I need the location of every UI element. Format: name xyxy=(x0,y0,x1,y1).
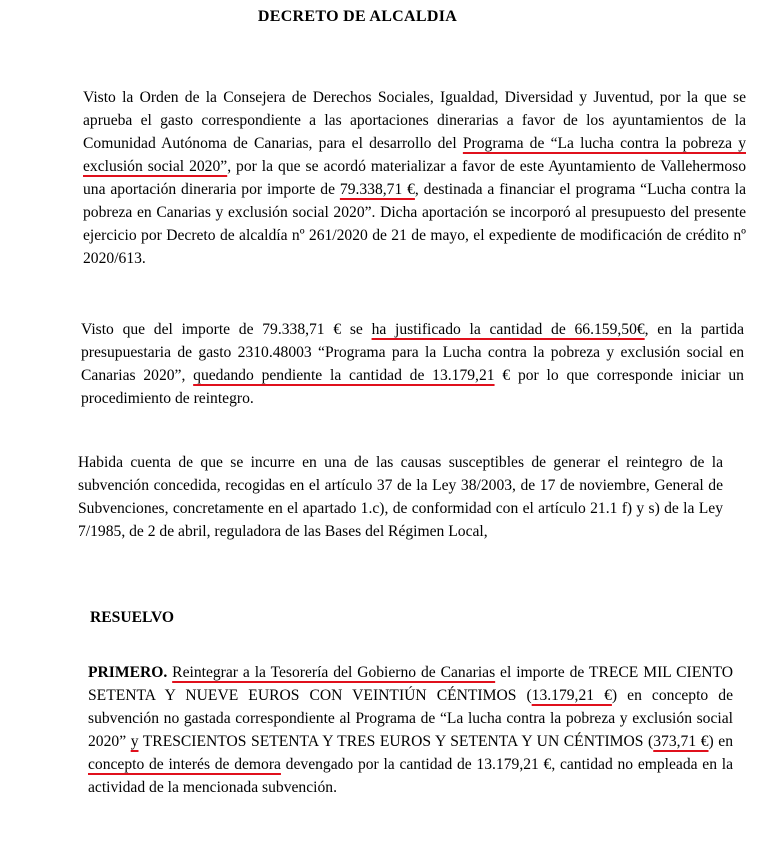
p1-text-1: Visto la Orden de la Consejera de Derechos Sociales, Igualdad, Diversidad y Juventud, por la que se aprueba el gasto correspondiente a las aportaciones dinerarias a favor de los ayuntamientos de la Comunidad Autónoma de Canarias, para el desarrollo del xyxy=(83,89,746,152)
paragraph-orden xyxy=(25,86,746,270)
paragraph-primero xyxy=(36,661,733,799)
p4-underline-interest-amount: 373,71 € xyxy=(653,733,709,750)
p1-text-3: , destinada a financiar el programa “Lucha contra la pobreza en Canarias y exclusión social 2020”. Dicha aportación se incorporó al presupuesto del presente ejercicio por Decreto de alcaldía nº 261/2020 de 21 de mayo, el expediente de modificación de crédito nº 2020/613. xyxy=(83,181,746,267)
resuelvo-heading: RESUELVO xyxy=(90,609,175,626)
p2-underline-pendiente: quedando pendiente la cantidad de 13.179,21 xyxy=(193,367,495,384)
p1-underline-importe: 79.338,71 € xyxy=(339,181,415,198)
p4-underline-reintegrar: Reintegrar a la Tesorería del Gobierno de Canarias xyxy=(172,664,496,681)
p4-underline-amount: 13.179,21 € xyxy=(531,687,612,704)
primero-label: PRIMERO. xyxy=(88,664,168,681)
p1-underline-programa: Programa de “La lucha contra la pobreza y exclusión social 2020” xyxy=(83,135,746,175)
p2-underline-justificado: ha justificado la cantidad de 66.159,50€ xyxy=(371,321,645,338)
paragraph-importe xyxy=(25,318,744,410)
p1-text-2: , por la que se acordó materializar a favor de este Ayuntamiento de Vallehermoso una aportación dineraria por importe de xyxy=(83,158,746,198)
p4-text-2: ) en concepto de subvención no gastada correspondiente al Programa de “La lucha contra la pobreza y exclusión social 2020” xyxy=(88,687,733,750)
p4-text-1: el importe de TRECE MIL CIENTO SETENTA Y NUEVE EUROS CON VEINTIÚN CÉNTIMOS ( xyxy=(88,664,733,704)
p4-underline-interes-demora: concepto de interés de demora xyxy=(88,756,281,773)
document-title: DECRETO DE ALCALDIA xyxy=(257,8,458,25)
p2-text-3: € por lo que corresponde iniciar un procedimiento de reintegro. xyxy=(81,367,744,407)
p4-text-3: TRESCIENTOS SETENTA Y TRES EUROS Y SETENTA Y UN CÉNTIMOS ( xyxy=(138,733,654,750)
p4-text-5: devengado por la cantidad de 13.179,21 €, cantidad no empleada en la actividad de la mencionada subvención. xyxy=(88,756,733,796)
paragraph-habida-cuenta: Habida cuenta de que se incurre en una de las causas susceptibles de generar el reintegro de la subvención concedida, recogidas en el artículo 37 de la Ley 38/2003, de 17 de noviembre, General de Subvenciones, concretamente en el apartado 1.c), de conformidad con el artículo 21.1 f) y s) de la Ley 7/1985, de 2 de abril, reguladora de las Bases del Régimen Local, xyxy=(78,454,723,540)
p4-text-4: ) en xyxy=(708,733,733,750)
p4-underline-y: y xyxy=(130,733,139,750)
p2-text-1: Visto que del importe de 79.338,71 € se xyxy=(81,321,372,338)
p2-text-2: , en la partida presupuestaria de gasto 2310.48003 “Programa para la Lucha contra la pobreza y exclusión social en Canarias 2020”, xyxy=(81,321,744,384)
